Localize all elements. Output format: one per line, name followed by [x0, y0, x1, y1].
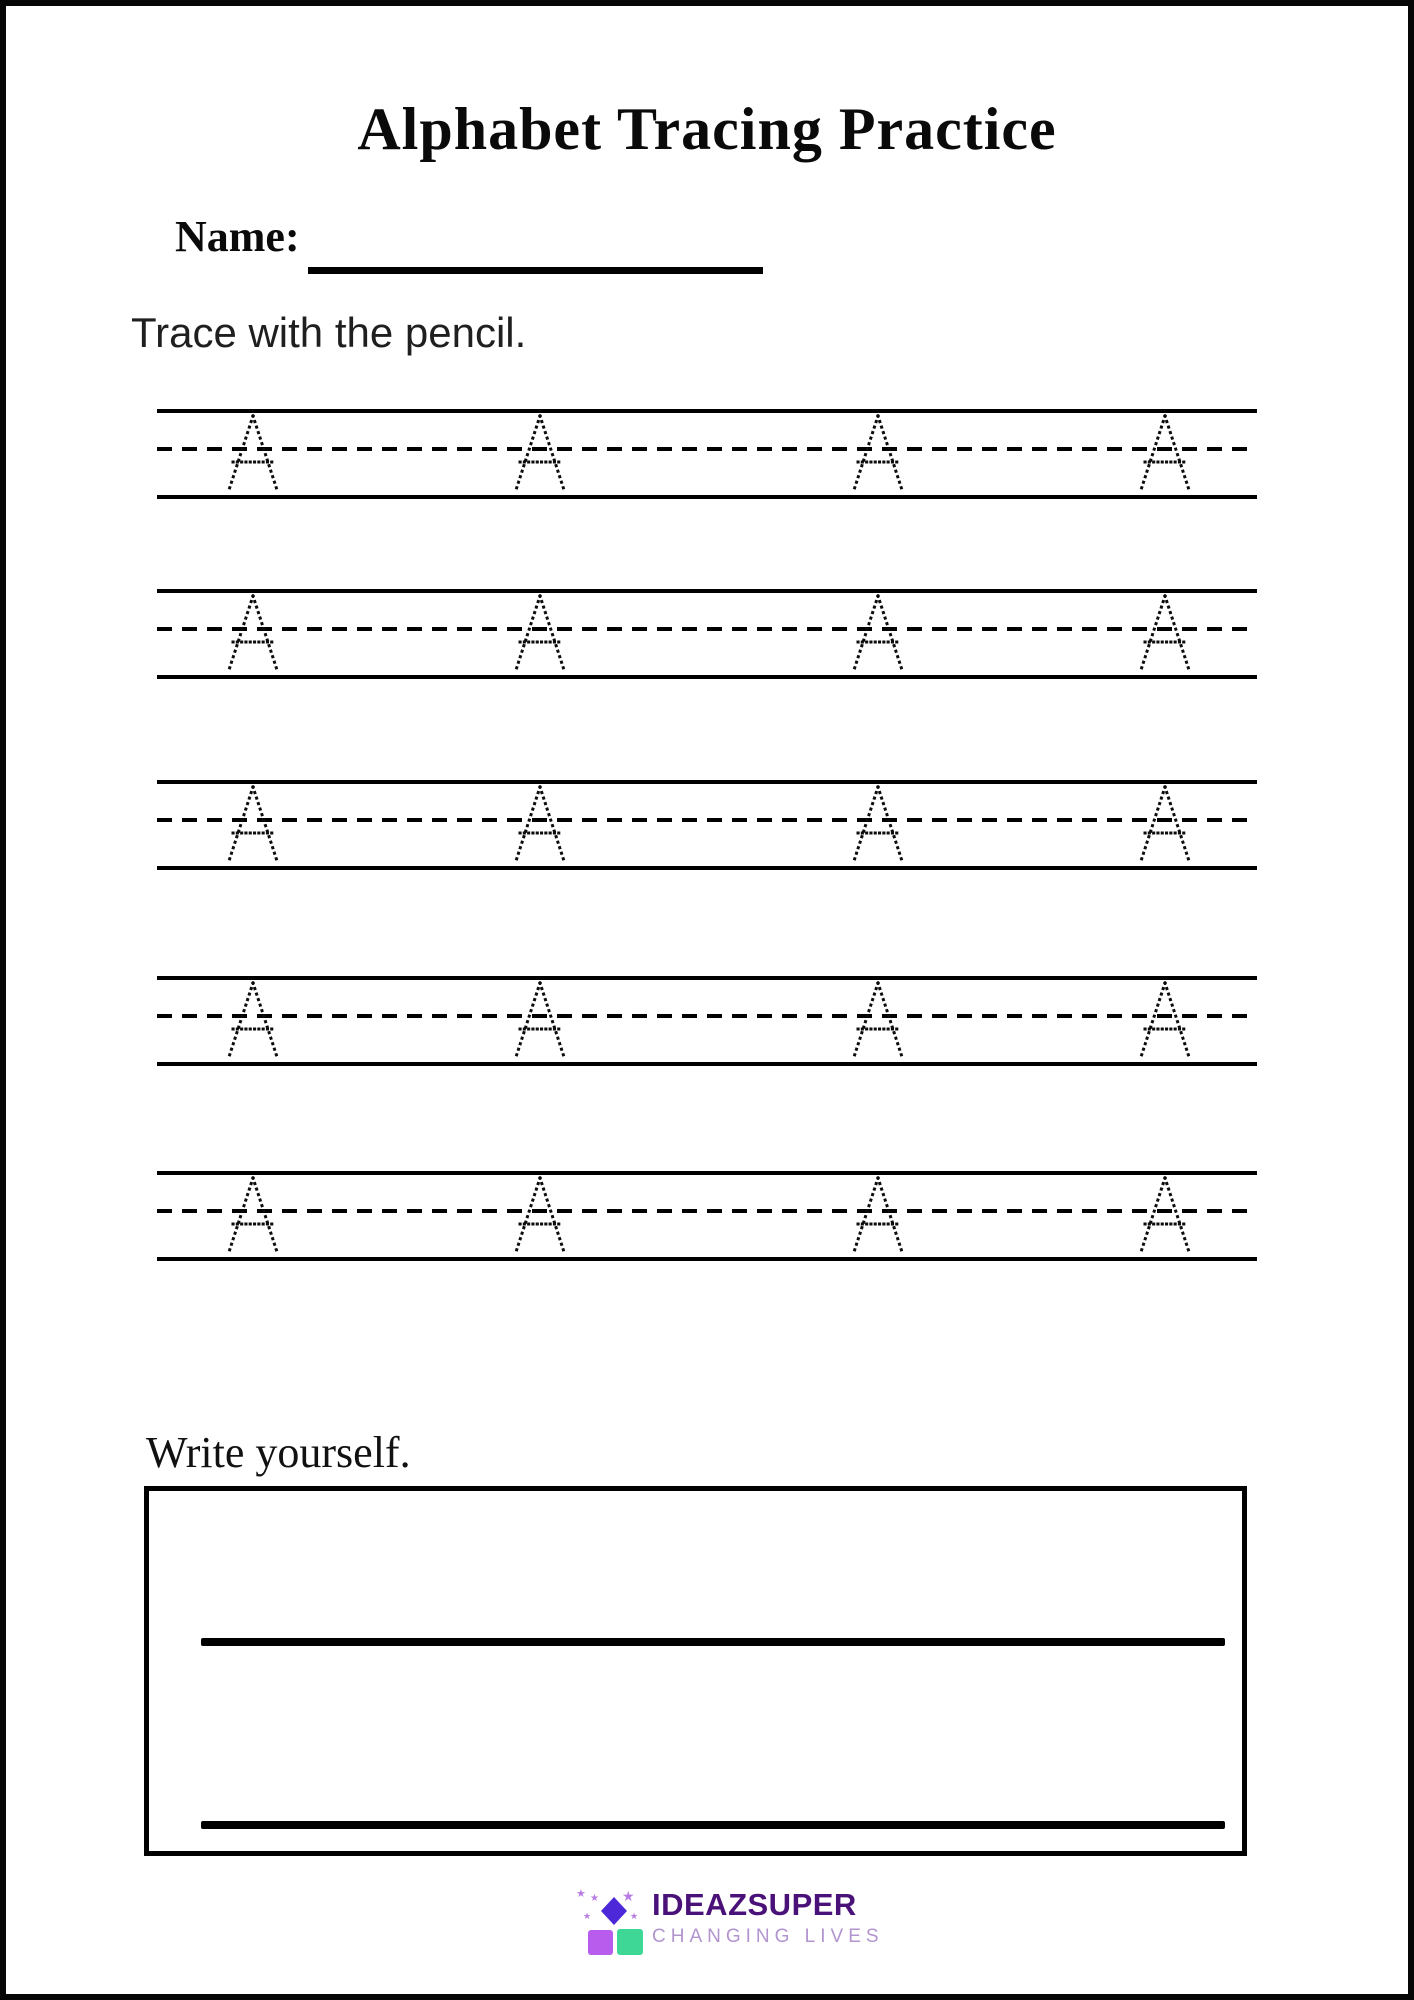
trace-row[interactable] [157, 780, 1257, 870]
name-label: Name: [175, 212, 300, 261]
dotted-letter-a[interactable] [223, 1175, 283, 1257]
dotted-letter-a[interactable] [1135, 784, 1195, 866]
dotted-letter-a[interactable] [1135, 593, 1195, 675]
dotted-letter-a[interactable] [510, 593, 570, 675]
dotted-letter-a[interactable] [848, 593, 908, 675]
trace-row[interactable] [157, 1171, 1257, 1261]
dotted-letter-a[interactable] [1135, 413, 1195, 495]
star-icon: ★ [590, 1893, 599, 1904]
trace-instruction: Trace with the pencil. [131, 309, 527, 356]
dotted-letter-a[interactable] [1135, 980, 1195, 1062]
star-icon: ★ [576, 1887, 586, 1900]
dashed-midline [157, 447, 1257, 451]
dashed-midline [157, 818, 1257, 822]
trace-row[interactable] [157, 976, 1257, 1066]
dotted-letter-a[interactable] [510, 784, 570, 866]
brand-logo [574, 1876, 884, 1956]
write-practice-box[interactable] [144, 1486, 1247, 1856]
star-icon: ★ [622, 1889, 635, 1905]
dotted-letter-a[interactable] [848, 413, 908, 495]
brand-tagline: CHANGING LIVES [652, 1926, 884, 1947]
purple-square-icon [588, 1930, 613, 1955]
star-icon: ★ [630, 1912, 639, 1922]
brand-icon [574, 1876, 644, 1956]
name-input-line[interactable] [308, 267, 763, 274]
trace-row[interactable] [157, 589, 1257, 679]
dotted-letter-a[interactable] [848, 784, 908, 866]
dotted-letter-a[interactable] [223, 593, 283, 675]
dotted-letter-a[interactable] [510, 1175, 570, 1257]
write-guide-line-2[interactable] [201, 1821, 1225, 1829]
dotted-letter-a[interactable] [1135, 1175, 1195, 1257]
dotted-letter-a[interactable] [510, 413, 570, 495]
dashed-midline [157, 1014, 1257, 1018]
brand-name: IDEAZSUPER [652, 1887, 857, 1922]
dotted-letter-a[interactable] [223, 413, 283, 495]
page-title: Alphabet Tracing Practice [357, 96, 1057, 162]
star-icon: ★ [583, 1912, 592, 1922]
write-instruction: Write yourself. [146, 1428, 411, 1477]
write-guide-line-1[interactable] [201, 1638, 1225, 1646]
trace-row[interactable] [157, 409, 1257, 499]
dotted-letter-a[interactable] [223, 784, 283, 866]
dotted-letter-a[interactable] [848, 1175, 908, 1257]
dotted-letter-a[interactable] [848, 980, 908, 1062]
brand-text-block [652, 1876, 884, 1946]
dotted-letter-a[interactable] [510, 980, 570, 1062]
dashed-midline [157, 1209, 1257, 1213]
dashed-midline [157, 627, 1257, 631]
green-square-icon [617, 1929, 643, 1955]
dotted-letter-a[interactable] [223, 980, 283, 1062]
